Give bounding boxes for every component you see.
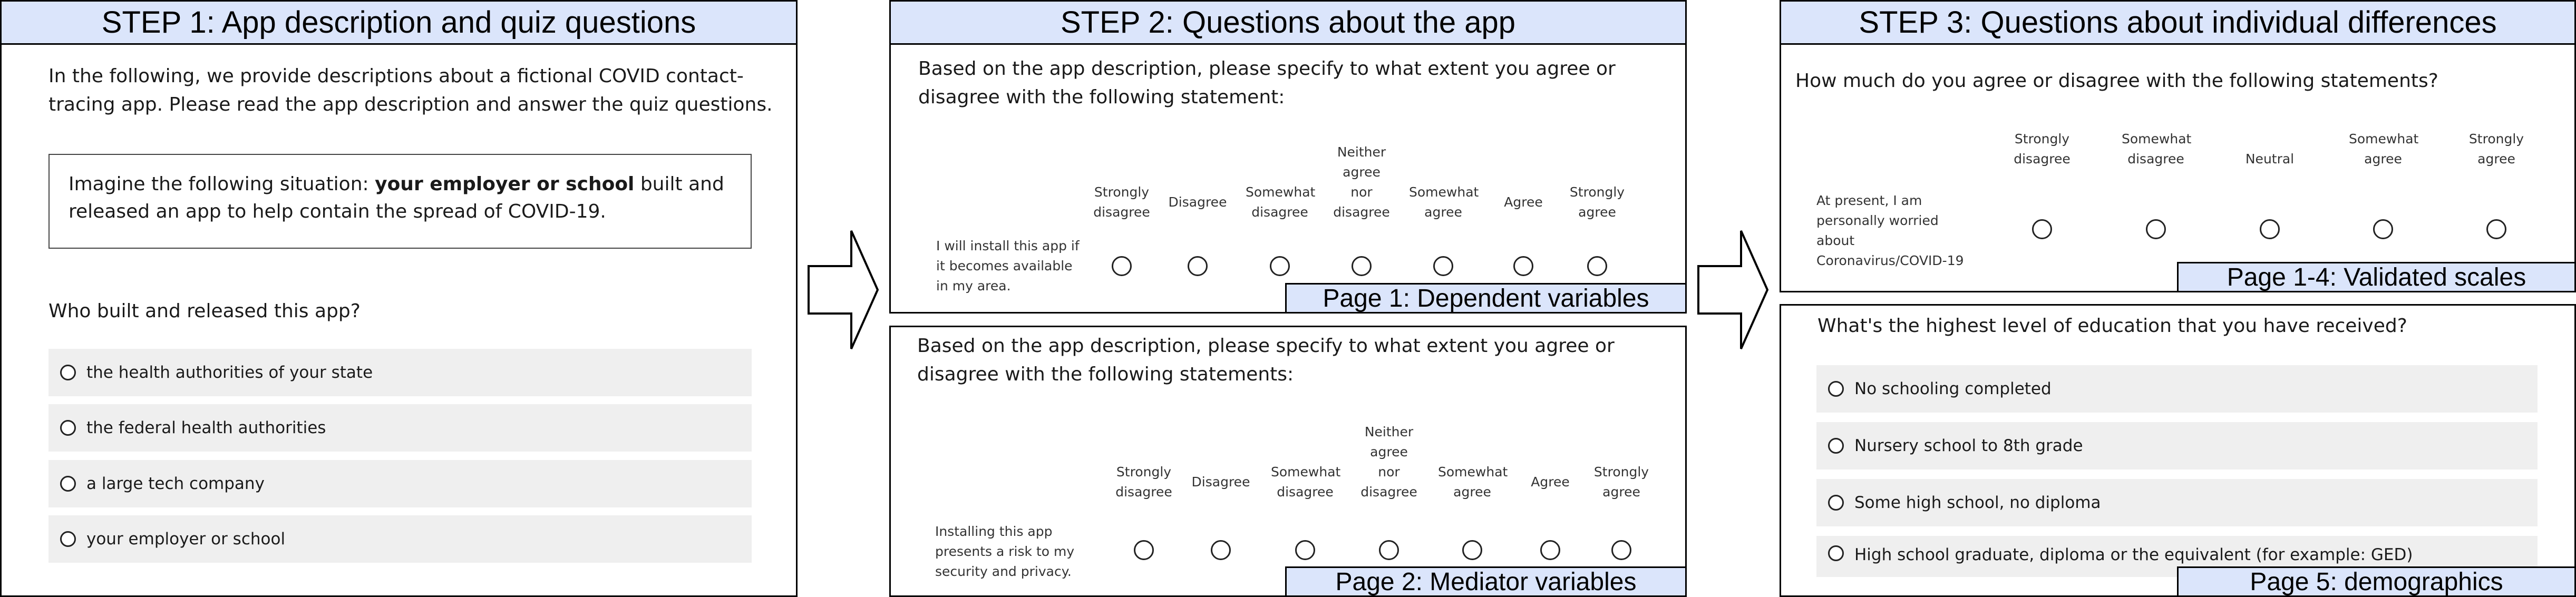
scale-label: Somewhat agree <box>1438 464 1508 500</box>
likert-radio[interactable] <box>1134 540 1154 560</box>
scale-label: Somewhat disagree <box>2122 131 2192 167</box>
scale-label: Strongly agree <box>2468 131 2524 167</box>
scale-label: Disagree <box>1168 194 1227 210</box>
likert-radio[interactable] <box>1112 256 1132 276</box>
step3-header: STEP 3: Questions about individual differences <box>1780 0 2576 45</box>
page-tag-validated: Page 1-4: Validated scales <box>2177 262 2576 292</box>
page-tag-mediator: Page 2: Mediator variables <box>1285 566 1687 597</box>
quiz-option[interactable]: your employer or school <box>48 515 752 563</box>
scale-label: Neutral <box>2245 151 2295 167</box>
radio-icon[interactable] <box>60 420 76 436</box>
radio-icon[interactable] <box>60 476 76 492</box>
step2-question-2: Based on the app description, please specify to what extent you agree or disagree with the following statements: <box>917 335 1615 385</box>
education-option[interactable]: Nursery school to 8th grade <box>1816 422 2538 469</box>
quiz-question: Who built and released this app? <box>48 300 361 322</box>
scale-label: Somewhat agree <box>2349 131 2419 167</box>
quiz-option[interactable]: the health authorities of your state <box>48 349 752 396</box>
likert-radio[interactable] <box>2032 219 2052 239</box>
step3-question-1: How much do you agree or disagree with the following statements? <box>1795 70 2438 92</box>
flow-arrow-icon <box>806 227 880 353</box>
step3-question-2: What's the highest level of education that you have received? <box>1817 315 2407 337</box>
likert-radio[interactable] <box>1352 256 1372 276</box>
scale-label: Strongly agree <box>1593 464 1649 500</box>
flow-arrow-icon <box>1696 227 1770 353</box>
scale-label: Agree <box>1504 194 1543 210</box>
likert-radio[interactable] <box>2260 219 2280 239</box>
likert-item-label: I will install this app if it becomes available in my area. <box>936 238 1080 293</box>
scale-label: Strongly disagree <box>1115 464 1172 500</box>
page-tag-demographics: Page 5: demographics <box>2177 566 2576 597</box>
likert-item-label: At present, I am personally worried about Coronavirus/COVID-19 <box>1816 193 1964 268</box>
likert-radio[interactable] <box>1211 540 1231 560</box>
likert-radio[interactable] <box>1587 256 1607 276</box>
likert-radio[interactable] <box>1270 256 1290 276</box>
likert-radio[interactable] <box>1513 256 1533 276</box>
education-option[interactable]: Some high school, no diploma <box>1816 479 2538 526</box>
quiz-option[interactable]: a large tech company <box>48 460 752 507</box>
step2-question-1: Based on the app description, please specify to what extent you agree or disagree with the following statement: <box>918 58 1616 108</box>
likert-radio[interactable] <box>1188 256 1208 276</box>
radio-icon[interactable] <box>1828 381 1844 397</box>
likert-radio[interactable] <box>1295 540 1315 560</box>
likert-radio[interactable] <box>2146 219 2166 239</box>
scale-label: Strongly agree <box>1569 184 1625 220</box>
radio-icon[interactable] <box>1828 495 1844 511</box>
step2-header: STEP 2: Questions about the app <box>889 0 1687 45</box>
likert-item-label: Installing this app presents a risk to my security and privacy. <box>935 524 1075 579</box>
scale-label: Agree <box>1531 474 1570 490</box>
scale-label: Somewhat disagree <box>1246 184 1316 220</box>
page-tag-dependent: Page 1: Dependent variables <box>1285 283 1687 314</box>
likert-radio[interactable] <box>2486 219 2506 239</box>
quiz-option[interactable]: the federal health authorities <box>48 404 752 452</box>
education-option[interactable]: High school graduate, diploma or the equivalent (for example: GED) <box>1816 536 2538 577</box>
scale-label: Strongly disagree <box>2014 131 2070 167</box>
likert-radio[interactable] <box>1611 540 1631 560</box>
scale-label: Disagree <box>1191 474 1250 490</box>
step1-intro: In the following, we provide descriptions about a fictional COVID contact- tracing app. Please read the app description and answer the quiz questions. <box>48 65 773 115</box>
likert-radio[interactable] <box>2373 219 2393 239</box>
likert-radio[interactable] <box>1379 540 1399 560</box>
step1-header: STEP 1: App description and quiz questions <box>0 0 798 45</box>
education-option[interactable]: No schooling completed <box>1816 365 2538 413</box>
scale-label: Somewhat agree <box>1409 184 1479 220</box>
radio-icon[interactable] <box>60 365 76 380</box>
likert-radio[interactable] <box>1433 256 1453 276</box>
likert-radio[interactable] <box>1462 540 1482 560</box>
radio-icon[interactable] <box>1828 438 1844 454</box>
likert-radio[interactable] <box>1540 540 1560 560</box>
scale-label: Neither agree nor disagree <box>1360 424 1417 500</box>
radio-icon[interactable] <box>60 531 76 547</box>
scale-label: Strongly disagree <box>1093 184 1150 220</box>
radio-icon[interactable] <box>1828 545 1844 561</box>
app-description-box: Imagine the following situation: your employer or school built and released an app to help contain the spread of COVID-19. <box>48 154 752 249</box>
scale-label: Neither agree nor disagree <box>1333 144 1390 220</box>
scale-label: Somewhat disagree <box>1271 464 1341 500</box>
